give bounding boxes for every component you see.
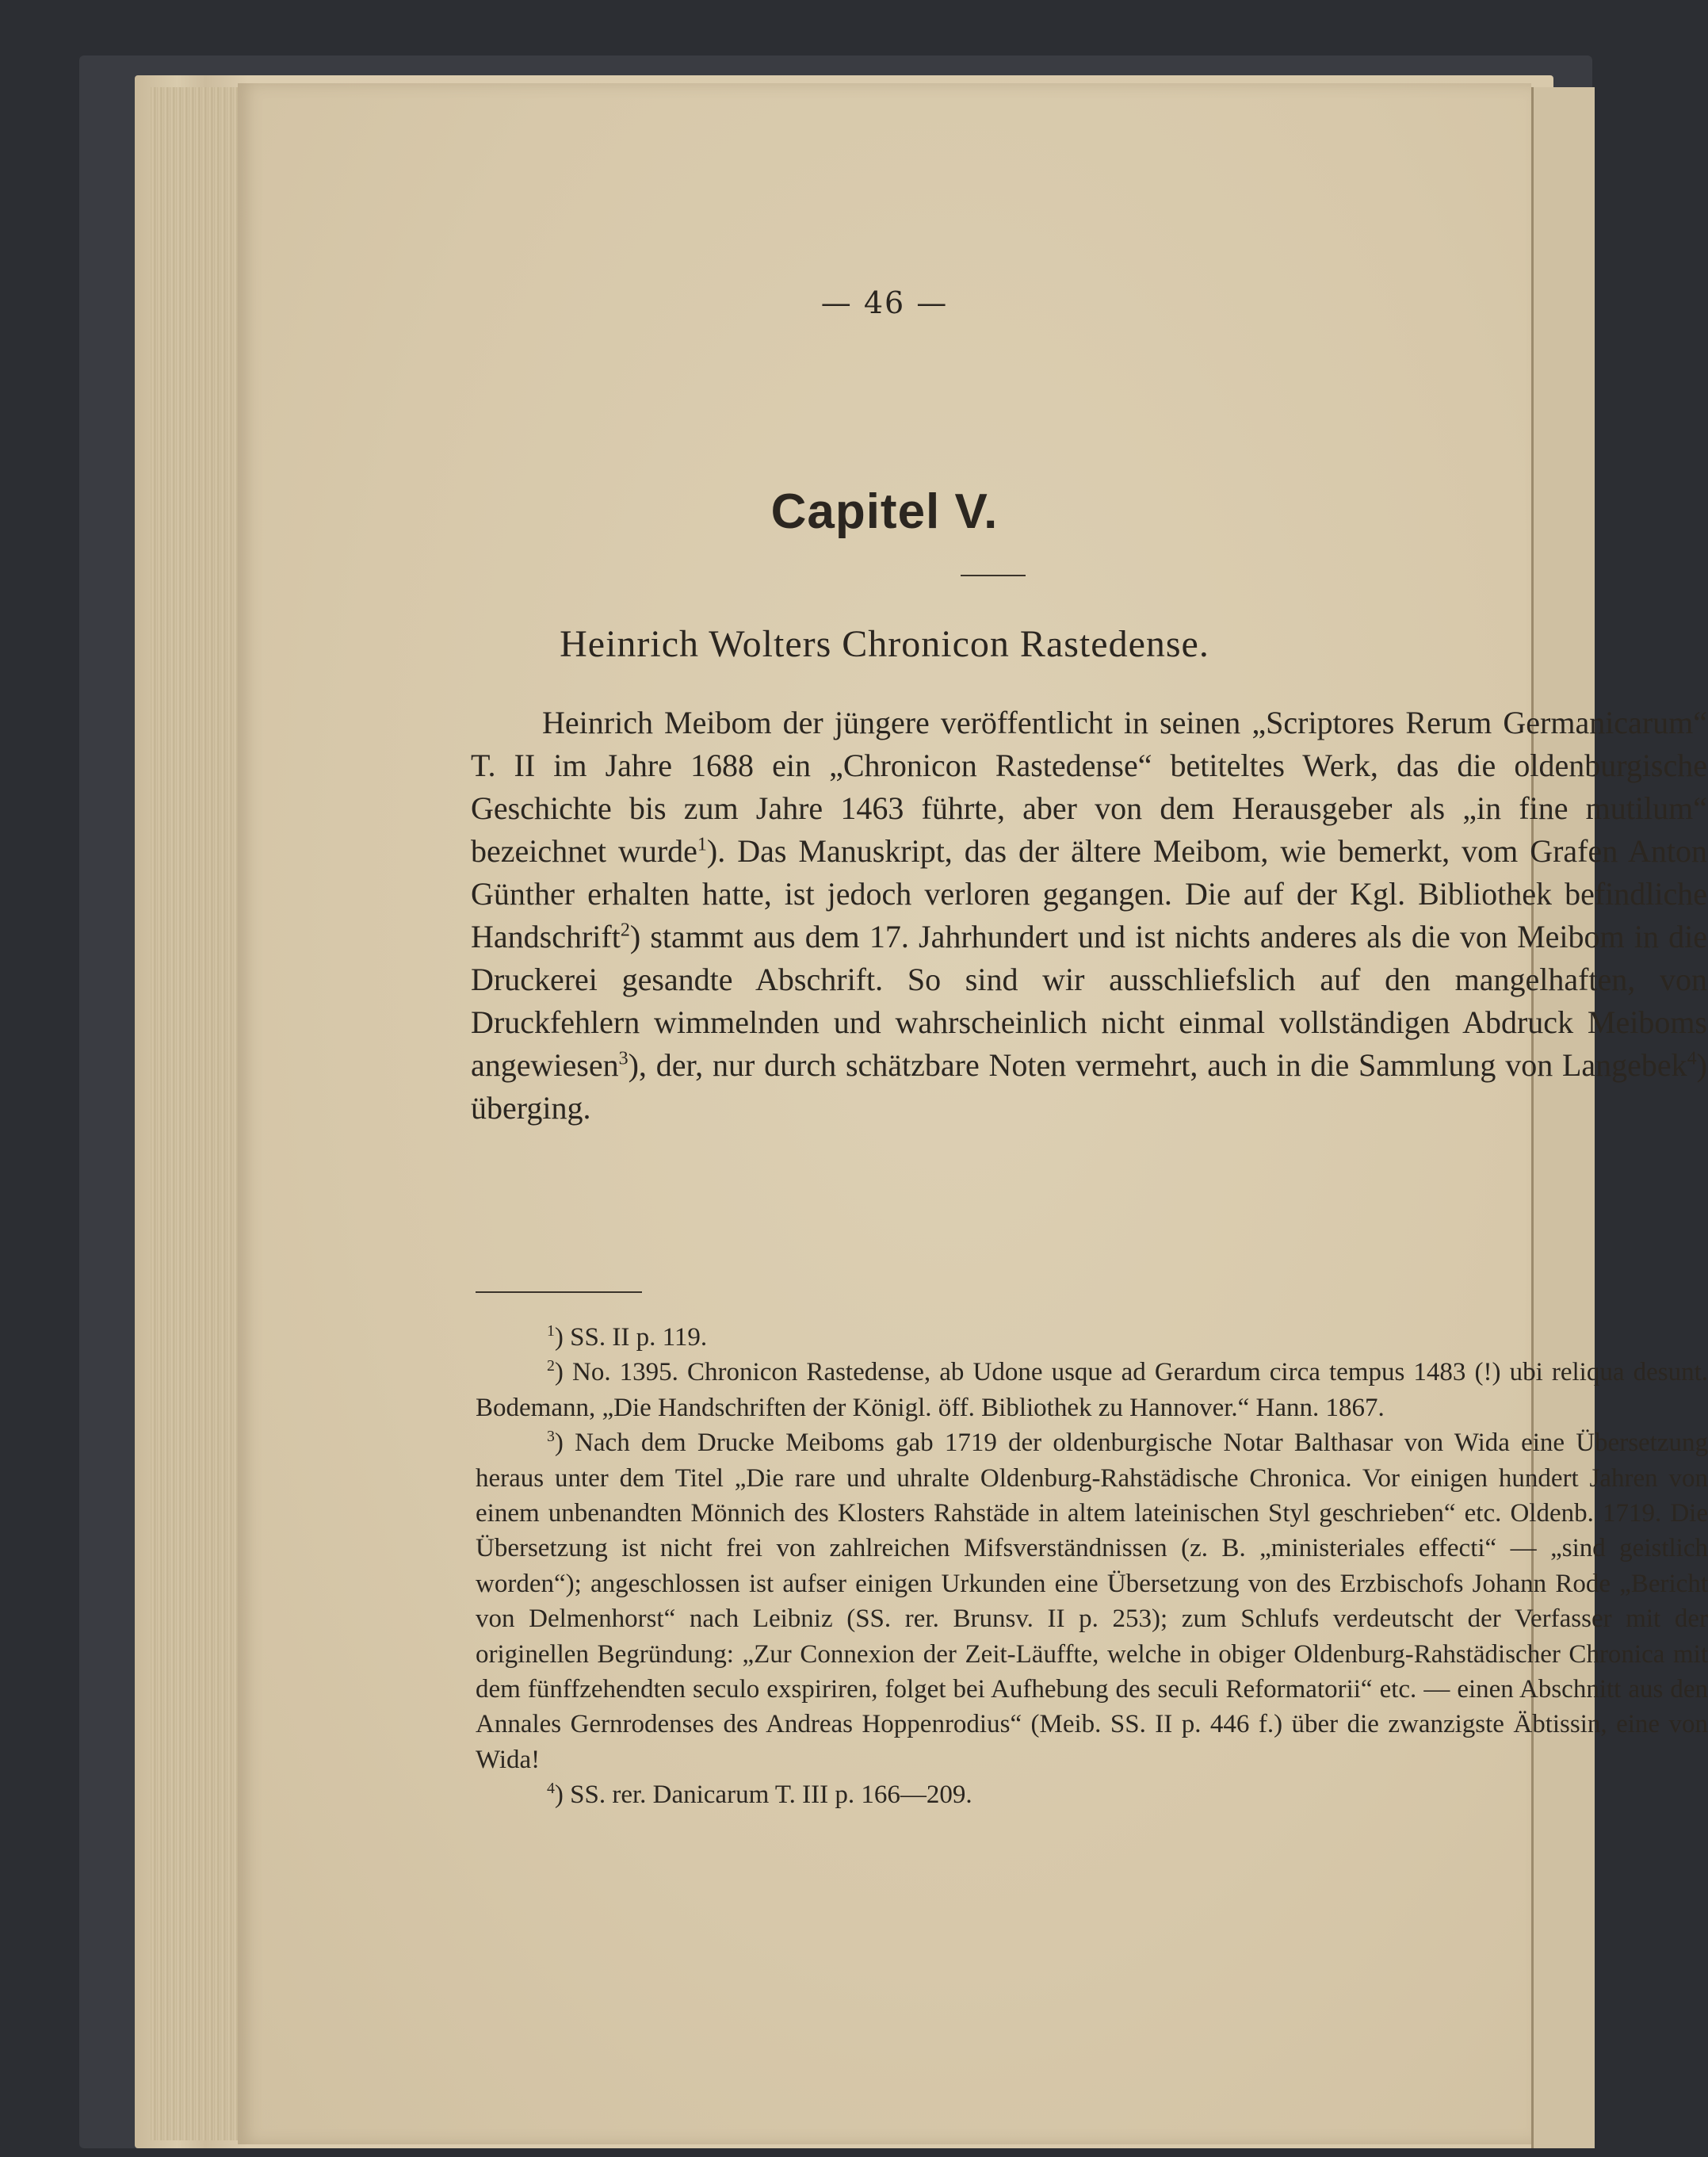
footnote-ref-2: 2 — [620, 920, 630, 941]
footnote-3: $^3$) Nach dem Drucke Meiboms gab 1719 der oldenburgische Notar Balthasar von Wida eine Übersetzung heraus unter dem Titel „Die rare und uhralte Oldenburg-Rahstädische Chronica. Vor einigen hundert Jahren von einem unbenandten Mönnich des Klosters Rahstäde in altem lateinischen Styl geschrieben“ etc. Oldenb. 1719. Die Übersetzung ist nicht frei von zahlreichen Mifsverständnissen (z. B. „ministeriales effecti“ — „sind geistlich worden“); angeschlossen ist aufser einigen Urkunden eine Übersetzung von des Erzbischofs Johann Rode „Bericht von Delmenhorst“ nach Leibniz (SS. rer. Brunsv. II p. 253); zum Schlufs verdeutscht der Verfasser mit der originellen Begründung: „Zur Connexion der Zeit-Läuffte, welche in obiger Oldenburg-Rahstädischer Chronica mit dem fünffzehendten seculo exspiriren, folget bei Aufhebung des seculi Reformatorii“ etc. — einen Abschnitt aus den Annales Gernrodenses des Andreas Hoppenrodius“ (Meib. SS. II p. 446 f.) über die zwanzigste Äbtissin, eine von Wida! — [476, 1428, 1708, 1774]
footnote-ref-4: 4 — [1687, 1048, 1697, 1069]
page-number: — 46 — — [820, 285, 949, 320]
footnote-1: $^1$) SS. II p. 119. — [547, 1322, 708, 1352]
book-page — [238, 83, 1708, 2144]
footnote-2: $^2$) No. 1395. Chronicon Rastedense, ab Udone usque ad Gerardum circa tempus 1483 (!) ubi reliqua desunt. Bodemann, „Die Handschriften der Königl. öff. Bibliothek zu Hannover.“ Hann. 1867. — [476, 1357, 1708, 1422]
chapter-divider — [961, 575, 1026, 576]
footnote-ref-3: 3 — [618, 1048, 629, 1069]
body-paragraph: Heinrich Meibom der jüngere veröffentlicht in seinen „Scriptores Rerum Germanicarum“ T. II im Jahre 1688 ein „Chronicon Rastedense“ betiteltes Werk, das die oldenburgische Geschichte bis zum Jahre 1463 führte, aber von dem Herausgeber als „in fine mutilum“ bezeichnet wurde$^1$). Das Manuskript, das der ältere Meibom, wie bemerkt, vom Grafen Anton Günther erhalten hatte, ist jedoch verloren gegangen. Die auf der Kgl. Bibliothek befindliche Handschrift$^2$) stammt aus dem 17. Jahrhundert und ist nichts anderes als die von Meibom in die Druckerei gesandte Abschrift. So sind wir ausschliefslich auf den mangelhaften, von Druckfehlern wimmelnden und wahrscheinlich nicht einmal vollständigen Abdruck Meiboms angewiesen$^3$), der, nur durch schätzbare Noten vermehrt, auch in die Sammlung von Langebek$^4$) überging. — [471, 705, 1707, 1126]
body-text — [471, 702, 1707, 1130]
section-title: Heinrich Wolters Chronicon Rastedense. — [560, 623, 1209, 665]
footnote-ref-1: 1 — [697, 834, 707, 855]
page-text — [238, 83, 1708, 2144]
footnote-divider — [476, 1291, 642, 1293]
chapter-heading: Capitel V. — [770, 484, 999, 539]
footnote-4: $^4$) SS. rer. Danicarum T. III p. 166—209. — [547, 1780, 972, 1810]
footnotes — [476, 1320, 1708, 1813]
